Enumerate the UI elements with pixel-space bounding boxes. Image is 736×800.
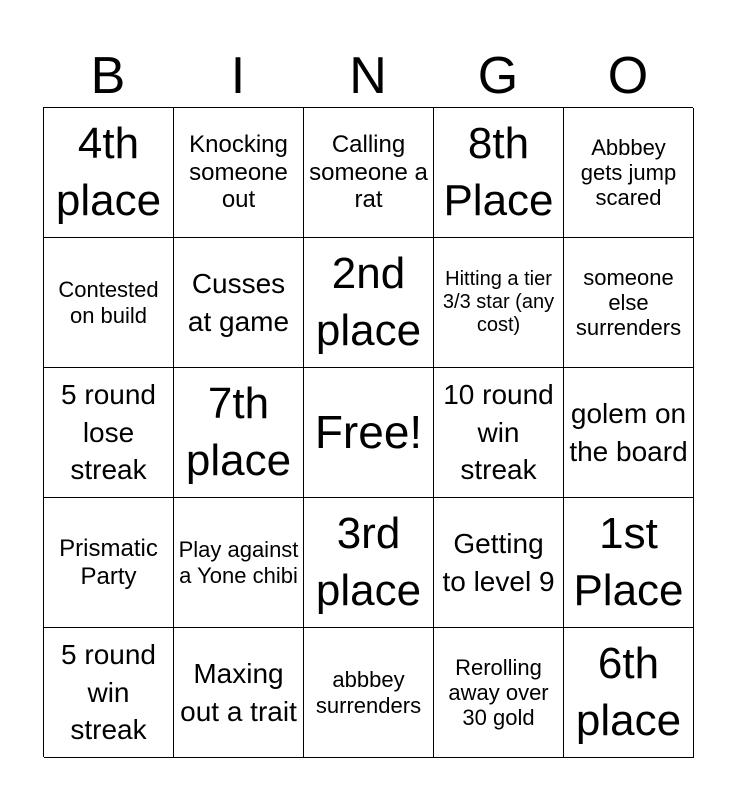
bingo-cell[interactable]: Prismatic Party [44, 498, 174, 628]
bingo-cell[interactable]: Getting to level 9 [434, 498, 564, 628]
bingo-cell[interactable]: someone else surrenders [564, 238, 694, 368]
bingo-cell[interactable]: 5 round win streak [44, 628, 174, 758]
bingo-cell[interactable]: Maxing out a trait [174, 628, 304, 758]
bingo-cell[interactable]: golem on the board [564, 368, 694, 498]
bingo-cell[interactable]: Contested on build [44, 238, 174, 368]
bingo-cell[interactable]: Cusses at game [174, 238, 304, 368]
bingo-cell[interactable]: Play against a Yone chibi [174, 498, 304, 628]
header-letter-n: N [349, 47, 387, 105]
bingo-cell[interactable]: 2nd place [304, 238, 434, 368]
header-letter-i: I [230, 47, 246, 105]
bingo-cell[interactable]: 6th place [564, 628, 694, 758]
header-letter-g: G [477, 47, 519, 105]
header-letter-o: O [607, 47, 649, 105]
bingo-cell[interactable]: 4th place [44, 108, 174, 238]
bingo-free-cell[interactable]: Free! [304, 368, 434, 498]
bingo-cell[interactable]: 7th place [174, 368, 304, 498]
bingo-cell[interactable]: Abbbey gets jump scared [564, 108, 694, 238]
bingo-grid [43, 107, 693, 757]
bingo-cell[interactable]: Calling someone a rat [304, 108, 434, 238]
bingo-cell[interactable]: 10 round win streak [434, 368, 564, 498]
bingo-cell[interactable]: Hitting a tier 3/3 star (any cost) [434, 238, 564, 368]
bingo-cell[interactable]: Knocking someone out [174, 108, 304, 238]
bingo-header [43, 46, 693, 106]
bingo-cell[interactable]: Rerolling away over 30 gold [434, 628, 564, 758]
bingo-cell[interactable]: 3rd place [304, 498, 434, 628]
bingo-cell[interactable]: 5 round lose streak [44, 368, 174, 498]
header-letter-b: B [90, 47, 126, 105]
bingo-cell[interactable]: abbbey surrenders [304, 628, 434, 758]
bingo-cell[interactable]: 8th Place [434, 108, 564, 238]
bingo-cell[interactable]: 1st Place [564, 498, 694, 628]
